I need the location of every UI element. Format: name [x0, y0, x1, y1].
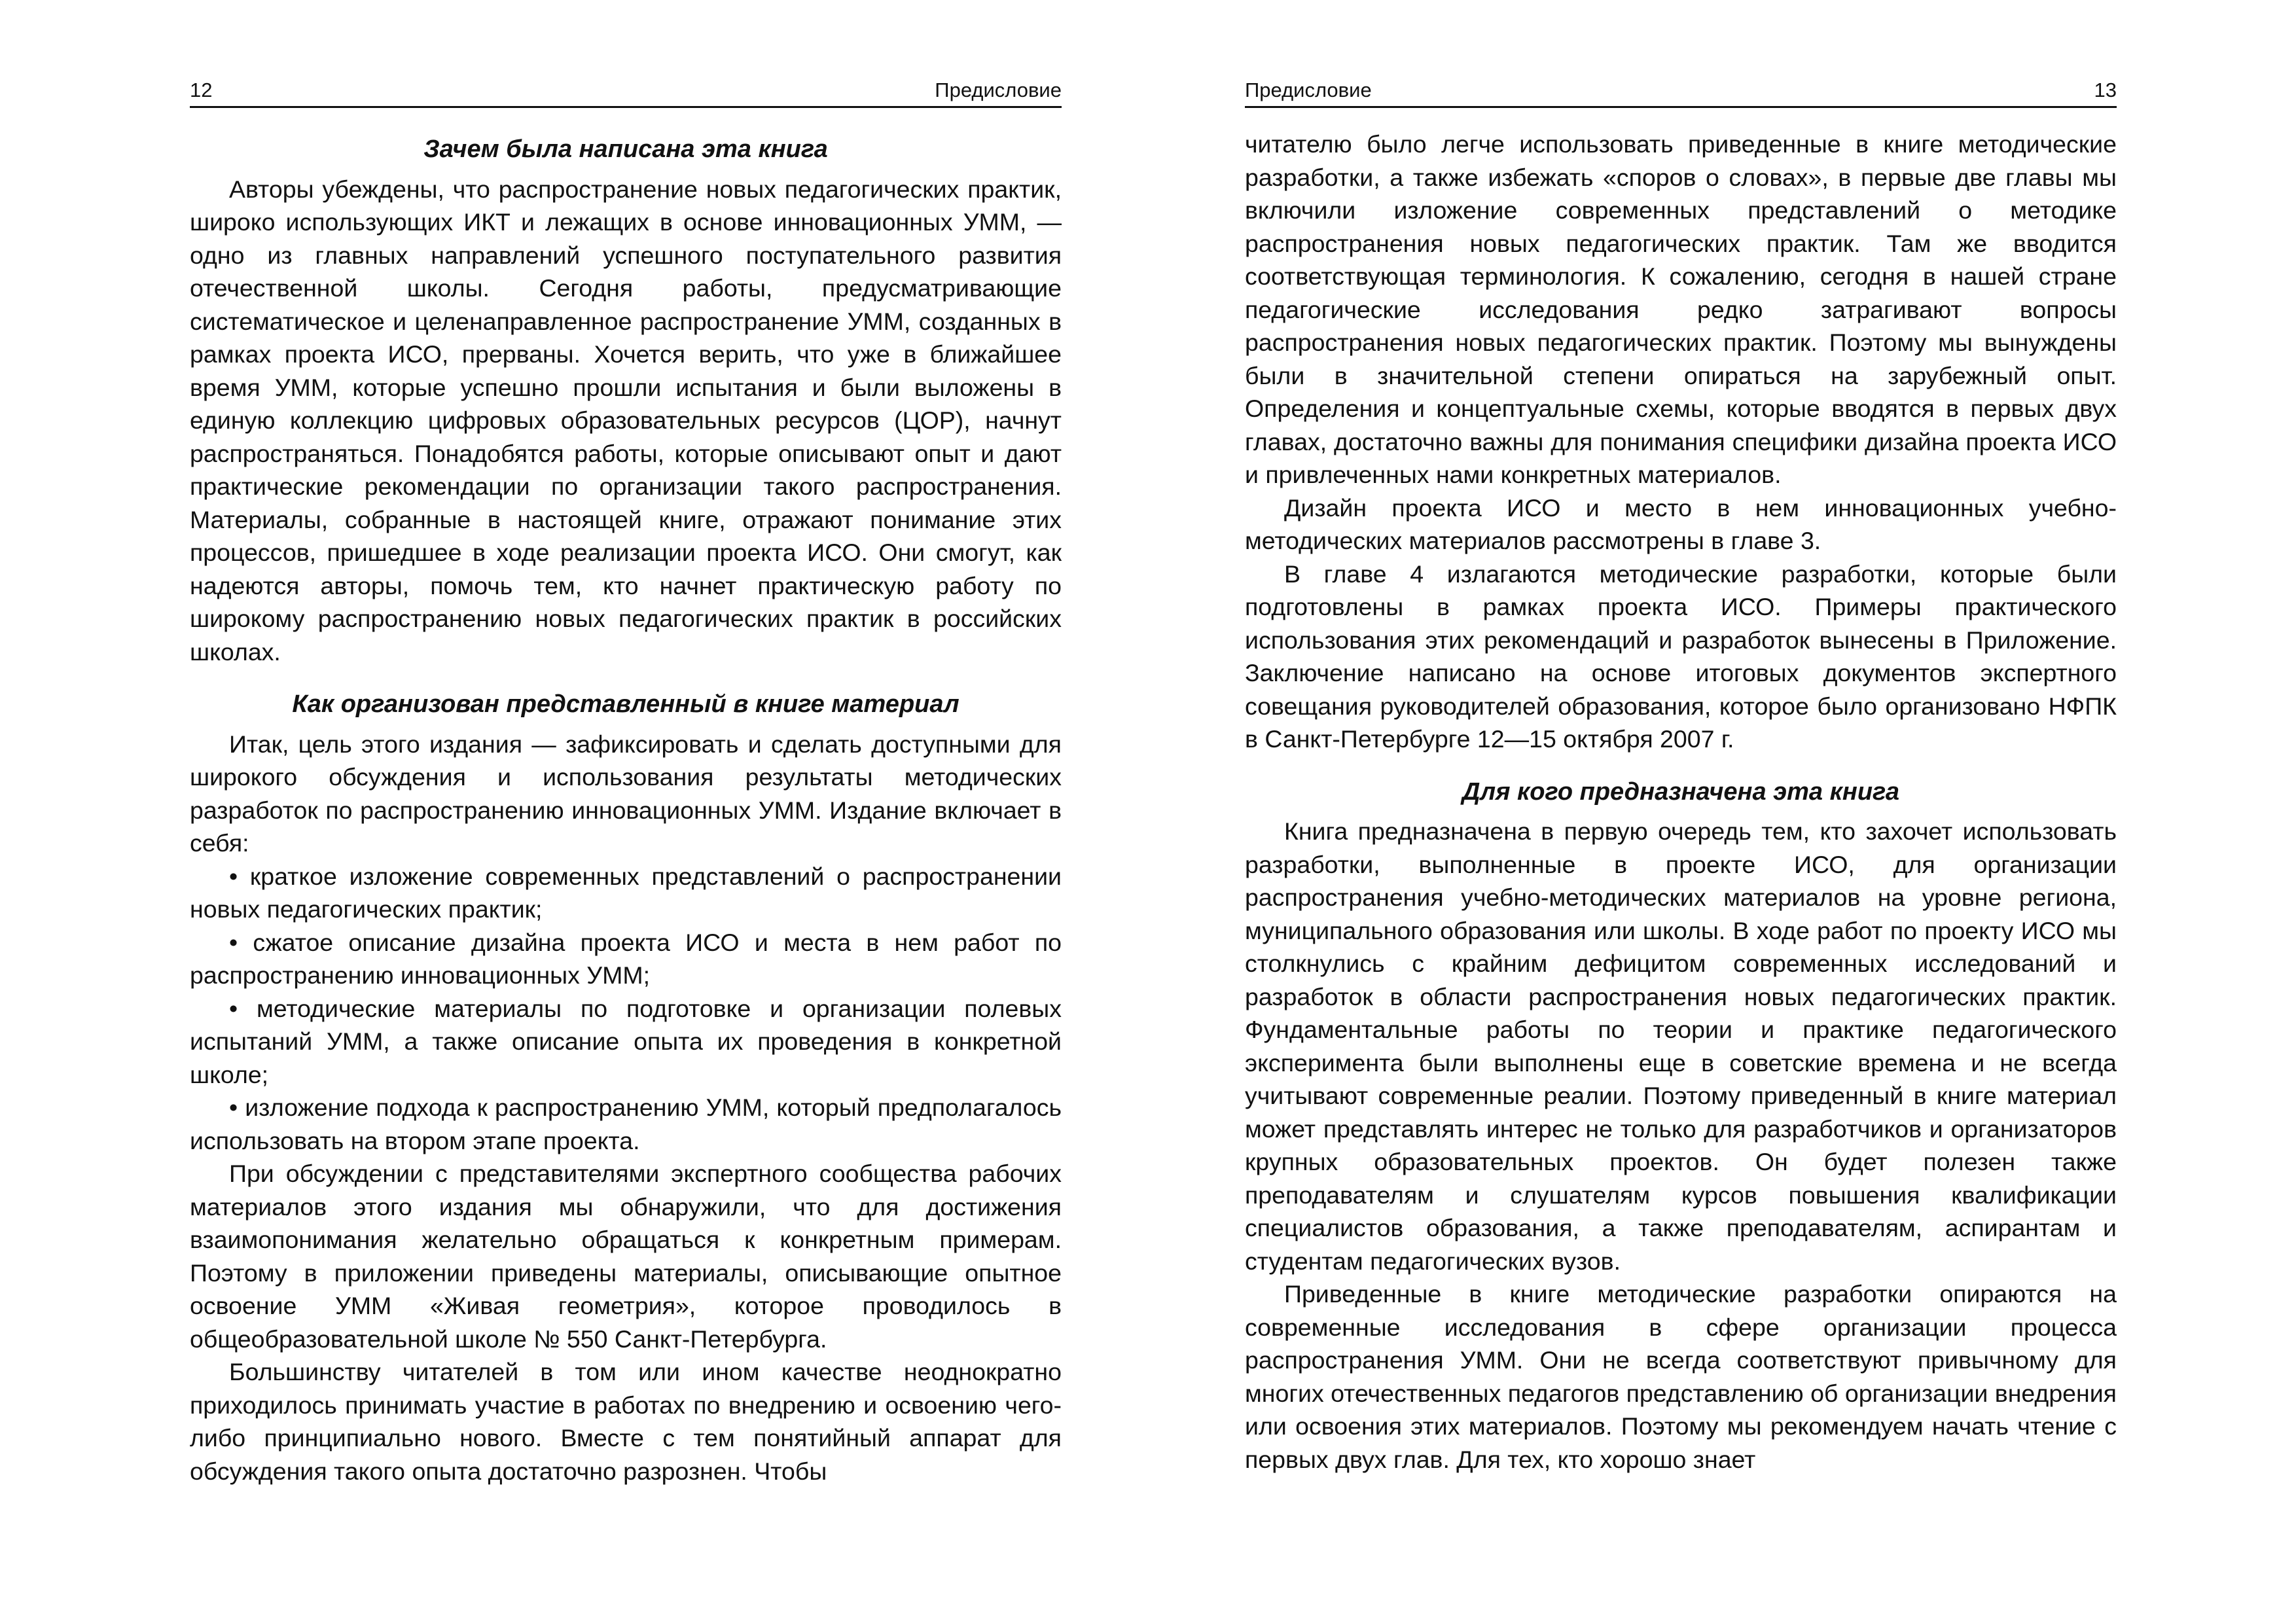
paragraph: В главе 4 излагаются методические разработки, которые были подготовлены в рамках проекта ИСО. Примеры практического использования этих рекомендаций и разработок вынесены в Приложение. Заключение написано на основе итоговых документов экспертного совещания руководителей образования, которое было организовано НФПК в Санкт-Петербурге 12—15 октября 2007 г.	[1245, 560, 2117, 753]
left-page-header	[190, 73, 1062, 108]
bullet-item: • сжатое описание дизайна проекта ИСО и места в нем работ по распространению инновационных УММ;	[190, 928, 1062, 989]
right-page-number: 13	[2094, 79, 2117, 101]
section-heading-organization: Как организован представленный в книге материал	[292, 690, 960, 718]
right-running-head: Предисловие	[1245, 79, 1372, 101]
paragraph: Книга предназначена в первую очередь тем, кто захочет использовать разработки, выполненные в проекте ИСО, для организации распространения учебно-методических материалов на уровне региона, муниципального образования или школы. В ходе работ по проекту ИСО мы столкнулись с крайним дефицитом современных исследований и разработок в области распространения новых педагогических практик. Фундаментальные работы по теории и практике педагогического эксперимента были выполнены еще в советские времена и не всегда учитывают современные реалии. Поэтому приведенный в книге материал может представлять интерес не только для разработчиков и организаторов крупных образовательных проектов. Он будет полезен также преподавателям и слушателям курсов повышения квалификации специалистов образования, а также преподавателям, аспирантам и студентам педагогических вузов.	[1245, 817, 2117, 1275]
paragraph: При обсуждении с представителями экспертного сообщества рабочих материалов этого издания мы обнаружили, что для достижения взаимопонимания желательно обращаться к конкретным примерам. Поэтому в приложении приведены материалы, описывающие опытное освоение УММ «Живая геометрия», которое проводилось в общеобразовательной школе № 550 Санкт-Петербурга.	[190, 1160, 1062, 1353]
paragraph: Большинству читателей в том или ином качестве неоднократно приходилось принимать участие в работах по внедрению и освоению чего-либо принципиально нового. Вместе с тем понятийный аппарат для обсуждения такого опыта достаточно разрознен. Чтобы	[190, 1358, 1062, 1485]
section-heading-why: Зачем была написана эта книга	[423, 135, 828, 163]
bullet-item: • методические материалы по подготовке и организации полевых испытаний УММ, а также описание опыта их проведения в конкретной школе;	[190, 994, 1062, 1088]
section-heading-audience: Для кого предназначена эта книга	[1462, 777, 1899, 806]
bullet-item: • краткое изложение современных представлений о распространении новых педагогических практик;	[190, 862, 1062, 923]
paragraph: читателю было легче использовать приведенные в книге методические разработки, а также избежать «споров о словах», в первые две главы мы включили изложение современных представлений о методике распространения новых педагогических практик. Там же вводится соответствующая терминология. К сожалению, сегодня в нашей стране педагогические исследования редко затрагивают вопросы распространения новых педагогических практик. Поэтому мы вынуждены были в значительной степени опираться на зарубежный опыт. Определения и концептуальные схемы, которые вводятся в первых двух главах, достаточно важны для понимания специфики дизайна проекта ИСО и привлеченных нами конкретных материалов.	[1245, 130, 2117, 488]
paragraph: Итак, цель этого издания — зафиксировать и сделать доступными для широкого обсуждения и использования результаты методических разработок по распространению инновационных УММ. Издание включает в себя:	[190, 730, 1062, 857]
paragraph: Приведенные в книге методические разработки опираются на современные исследования в сфере организации процесса распространения УММ. Они не всегда соответствуют привычному для многих отечественных педагогов представлению об организации внедрения или освоения этих материалов. Поэтому мы рекомендуем начать чтение с первых двух глав. Для тех, кто хорошо знает	[1245, 1280, 2117, 1473]
right-page-header	[1245, 73, 2117, 108]
paragraph: Дизайн проекта ИСО и место в нем инновационных учебно-методических материалов рассмотрены в главе 3.	[1245, 493, 2117, 554]
bullet-item: • изложение подхода к распространению УММ, который предполагалось использовать на втором этапе проекта.	[190, 1094, 1062, 1154]
right-page-body	[1245, 128, 2117, 1476]
left-page-body	[190, 128, 1062, 1488]
right-page	[1148, 0, 2296, 1623]
paragraph: Авторы убеждены, что распространение новых педагогических практик, широко использующих ИКТ и лежащих в основе инновационных УММ, — одно из главных направлений успешного поступательного развития отечественной школы. Сегодня работы, предусматривающие систематическое и целенаправленное распространение УММ, созданных в рамках проекта ИСО, прерваны. Хочется верить, что уже в ближайшее время УММ, которые успешно прошли испытания и были выложены в единую коллекцию цифровых образовательных ресурсов (ЦОР), начнут распространяться. Понадобятся работы, которые описывают опыт и дают практические рекомендации по организации такого распространения. Материалы, собранные в настоящей книге, отражают понимание этих процессов, пришедшее в ходе реализации проекта ИСО. Они смогут, как надеются авторы, помочь тем, кто начнет практическую работу по широкому распространению новых педагогических практик в российских школах.	[190, 175, 1062, 666]
left-running-head: Предисловие	[935, 79, 1062, 101]
left-page-number: 12	[190, 79, 213, 101]
